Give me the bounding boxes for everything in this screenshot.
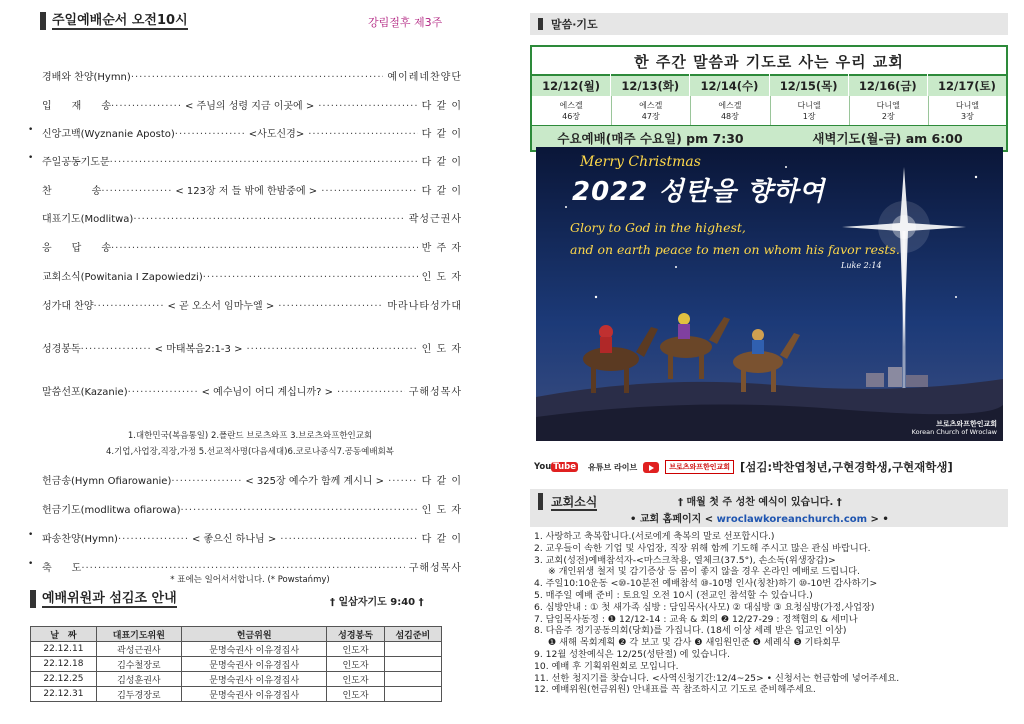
table-cell: 22.12.25: [31, 672, 97, 687]
church-news-title: 교회소식: [538, 493, 597, 510]
dot-leader: [101, 186, 171, 197]
service-order-item: [42, 501, 462, 516]
service-order-title: 주일예배순서 오전10시: [40, 12, 188, 30]
news-item: 5. 매주일 예배 준비 : 토요일 오전 10시 (전교인 참석할 수 있습니다.): [534, 589, 813, 601]
duty-table-column-header: 헌금위원: [181, 627, 326, 642]
scripture-quote: [570, 217, 900, 261]
news-item: 7. 담임목사동정 : ❶ 12/12-14 : 교육 & 회의 ❷ 12/27-29 : 정책협의 & 세미나: [534, 613, 858, 625]
duty-table-column-header: 대표기도위원: [96, 627, 181, 642]
wednesday-worship: 수요예배(매주 수요일) pm 7:30: [557, 131, 744, 146]
church-logo-name: 브로츠와프한인교회: [936, 420, 997, 428]
scripture-line-2: and on earth peace to men on whom his favor rests.: [570, 242, 900, 257]
reading-book: 에스겔: [718, 101, 742, 110]
order-detail: < 좋으신 하나님 >: [191, 534, 277, 545]
table-row: [31, 657, 442, 672]
news-item: 2. 교우들이 속한 기업 및 사업장, 직장 위해 함께 기도해 주시고 많은 관심 바랍니다.: [534, 542, 871, 554]
word-prayer-bar: 말씀·기도: [530, 13, 1008, 35]
dot-leader: [388, 476, 418, 487]
table-cell: 22.12.11: [31, 642, 97, 657]
order-leader: 반 주 자: [421, 243, 462, 254]
youtube-logo-you: You: [534, 462, 552, 472]
service-order-item: [28, 125, 462, 140]
dot-leader: [308, 129, 417, 140]
scripture-reference: Luke 2:14: [841, 261, 882, 270]
dot-leader: [175, 129, 245, 140]
order-label: 말씀선포(Kazanie): [42, 387, 128, 398]
order-label: 신앙고백(Wyznanie Aposto): [42, 129, 175, 140]
service-order-item: [42, 97, 462, 112]
dot-leader: [133, 214, 404, 225]
christmas-banner: [536, 147, 1003, 441]
stand-marker: •: [28, 559, 34, 569]
service-order-item: [42, 210, 462, 225]
news-item: 1. 사랑하고 축복합니다.(서로에게 축복의 말로 선포합시다.): [534, 531, 775, 542]
reading-day-passage: [928, 96, 1006, 125]
reading-book: 다니엘: [955, 101, 980, 110]
order-detail: < 325장 예수가 함께 계시니 >: [245, 476, 385, 487]
reading-day-passage: [611, 96, 689, 125]
order-label: 헌금기도(modlitwa ofiarowa): [42, 505, 181, 516]
christmas-headline: 2022 성탄을 향하여: [572, 177, 826, 207]
camel-icon: [660, 317, 730, 379]
dot-leader: [318, 101, 417, 112]
service-team-note: [섬김:박찬엽청년,구현경학생,구현재학생]: [740, 460, 953, 474]
reading-plan-title: 한 주간 말씀과 기도로 사는 우리 교회: [634, 53, 904, 71]
service-order-item: [28, 559, 462, 574]
order-leader: 곽성근권사: [408, 214, 462, 225]
reading-day-date: 12/12(월): [532, 74, 610, 96]
standing-footnote: * 표에는 일어서서합니다. (* Powstańmy): [170, 575, 330, 585]
prayer-topics-line-1: 1.대한민국(복음통일) 2.폴란드 브로츠와프 3.브로츠와프한인교회: [127, 431, 373, 441]
reading-day-date: 12/13(화): [611, 74, 689, 96]
table-row: [31, 672, 442, 687]
reading-chapter: 48장: [720, 112, 739, 121]
dot-leader: [171, 476, 241, 487]
table-cell: 김수철장로: [96, 657, 181, 672]
right-page: [512, 0, 1024, 724]
table-cell: [384, 687, 441, 702]
reading-day: [848, 74, 927, 125]
prayer-topics: [40, 428, 460, 460]
dot-leader: [337, 387, 405, 398]
play-icon[interactable]: [643, 462, 659, 473]
order-leader: 인 도 자: [421, 272, 462, 283]
order-leader: 구해성목사: [408, 563, 462, 574]
communion-notice: † 매월 첫 주 성찬 예식이 있습니다. †: [678, 497, 842, 508]
dot-leader: [280, 534, 417, 545]
stand-marker: •: [28, 153, 34, 163]
order-detail: < 마태복음2:1-3 >: [154, 344, 243, 355]
order-leader: 마라나타성가대: [387, 301, 462, 312]
church-logo-english: Korean Church of Wroclaw: [911, 428, 997, 436]
reading-day-passage: [690, 96, 768, 125]
duty-table-column-header: 섬김준비: [384, 627, 441, 642]
duty-table-column-header: 날 짜: [31, 627, 97, 642]
order-label: 성경봉독: [42, 344, 81, 355]
reading-chapter: 1장: [802, 112, 816, 121]
table-row: [31, 642, 442, 657]
table-cell: 인도자: [327, 657, 384, 672]
dot-leader: [118, 534, 188, 545]
committee-title: 예배위원과 섬김조 안내: [30, 590, 177, 608]
dot-leader: [81, 344, 151, 355]
order-label: 대표기도(Modlitwa): [42, 214, 134, 225]
reading-plan-days: [532, 74, 1006, 125]
dot-leader: [111, 101, 181, 112]
order-label: 헌금송(Hymn Ofiarowanie): [42, 476, 172, 487]
table-cell: [384, 657, 441, 672]
news-item: 4. 주일10:10운동 <⑩-10분전 예배참석 ⑩-10명 인사(칭찬)하기 ⑩-10번 감사하기>: [534, 578, 878, 590]
reading-day-passage: [770, 96, 848, 125]
youtube-live-label: 유튜브 라이브: [588, 462, 638, 472]
order-leader: 인 도 자: [421, 344, 462, 355]
table-cell: 문명숙권사 이유경집사: [181, 672, 326, 687]
news-item: 3. 교회(성전)예배참석자-<마스크착용, 열체크(37.5°), 손소독(위생장갑)>: [534, 554, 836, 566]
service-order-item: [42, 68, 462, 83]
stand-marker: •: [28, 125, 34, 135]
reading-chapter: 47장: [641, 112, 660, 121]
order-leader: 구해성목사: [408, 387, 462, 398]
duty-table-column-header: 성경봉독: [327, 627, 384, 642]
order-label: 경배와 찬양(Hymn): [42, 72, 131, 83]
order-leader: 다 같 이: [421, 476, 462, 487]
dot-leader: [180, 505, 417, 516]
camel-icon: [583, 327, 658, 393]
table-cell: 김성훈권사: [96, 672, 181, 687]
liturgical-season: 강림절후 제3주: [368, 16, 443, 29]
youtube-logo[interactable]: [534, 462, 578, 472]
reading-day-date: 12/16(금): [849, 74, 927, 96]
prayer-topics-line-2: 4.기업,사업장,직장,가정 5.선교적사명(다음세대)6.코로나종식7.공동예배회복: [105, 447, 394, 457]
news-item: ※ 개인위생 철저 및 감기증상 등 몸이 좋지 않을 경우 온라인 예배로 드립니다.: [548, 566, 860, 578]
homepage-link[interactable]: wroclawkoreanchurch.com: [716, 514, 868, 525]
news-item: 10. 예배 후 기획위원회로 모입니다.: [534, 660, 679, 672]
order-detail: < 주님의 성령 지금 이곳에 >: [184, 101, 315, 112]
dot-leader: [278, 301, 383, 312]
camel-icon: [733, 333, 800, 392]
reading-day-passage: [849, 96, 927, 125]
news-item: 12. 예배위원(헌금위원) 안내표를 꼭 참조하시고 기도로 준비해주세요.: [534, 684, 816, 696]
duty-table-header: [31, 627, 442, 642]
order-detail: < 123장 저 들 밖에 한밤중에 >: [175, 186, 318, 197]
order-label: 찬 송: [42, 186, 102, 197]
dot-leader: [131, 72, 384, 83]
reading-chapter: 2장: [881, 112, 895, 121]
order-detail: < 예수님이 어디 계십니까? >: [201, 387, 333, 398]
homepage-notice: • 교회 홈페이지 < wroclawkoreanchurch.com > •: [630, 514, 889, 525]
order-leader: 인 도 자: [421, 505, 462, 516]
service-order-item: [42, 182, 462, 197]
order-leader: 다 같 이: [421, 186, 462, 197]
youtube-row: [534, 457, 1010, 477]
duty-table: [30, 626, 442, 702]
news-item: 6. 심방안내 : ① 첫 새가족 심방 : 담임목사(사모) ② 대심방 ③ 요청심방(가정,사업장): [534, 601, 875, 613]
duty-table-body: [31, 642, 442, 702]
order-leader: 다 같 이: [421, 101, 462, 112]
news-item: 11. 선한 청지기를 찾습니다. <사역신청기간:12/4~25> • 신청서는 헌금함에 넣어주세요.: [534, 672, 900, 684]
order-leader: 다 같 이: [421, 534, 462, 545]
reading-chapter: 46장: [562, 112, 581, 121]
table-cell: 곽성근권사: [96, 642, 181, 657]
reading-chapter: 3장: [961, 112, 974, 121]
reading-day: [927, 74, 1006, 125]
order-label: 주일공동기도문: [42, 157, 110, 168]
service-order-item: [28, 530, 462, 545]
dot-leader: [111, 243, 418, 254]
order-label: 응 답 송: [42, 243, 111, 254]
service-order-item: [28, 153, 462, 168]
table-cell: [384, 672, 441, 687]
table-row: [31, 687, 442, 702]
prayer-time: † 일삼자기도 9:40 †: [330, 597, 424, 608]
church-logo: [912, 420, 997, 436]
order-label: 파송찬양(Hymn): [42, 534, 118, 545]
youtube-logo-tube: Tube: [553, 462, 577, 472]
order-label: 입 재 송: [42, 101, 111, 112]
reading-day: [769, 74, 848, 125]
service-order-item: [42, 239, 462, 254]
stand-marker: •: [28, 530, 34, 540]
dot-leader: [128, 387, 198, 398]
service-order-item: [42, 340, 462, 355]
dot-leader: [93, 301, 163, 312]
table-cell: 22.12.18: [31, 657, 97, 672]
church-news-bar: [530, 489, 1008, 527]
dot-leader: [203, 272, 418, 283]
news-list: [534, 531, 1014, 696]
table-cell: [384, 642, 441, 657]
merry-christmas-text: Merry Christmas: [580, 154, 701, 170]
reading-book: 다니엘: [876, 101, 900, 110]
table-cell: 문명숙권사 이유경집사: [181, 687, 326, 702]
service-order-item: [42, 383, 462, 398]
table-cell: 22.12.31: [31, 687, 97, 702]
reading-day: [689, 74, 768, 125]
table-cell: 인도자: [327, 687, 384, 702]
order-leader: 다 같 이: [421, 157, 462, 168]
service-order-item: [42, 297, 462, 312]
youtube-channel-badge[interactable]: 브로츠와프한인교회: [665, 460, 734, 474]
order-detail: <사도신경>: [248, 129, 305, 140]
order-label: 교회소식(Powitania I Zapowiedzi): [42, 272, 203, 283]
dot-leader: [321, 186, 417, 197]
reading-day-date: 12/17(토): [928, 74, 1006, 96]
table-cell: 문명숙권사 이유경집사: [181, 642, 326, 657]
reading-day: [610, 74, 689, 125]
order-label: 성가대 찬양: [42, 301, 94, 312]
news-item: 9. 12월 성찬예식은 12/25(성탄절) 에 있습니다.: [534, 648, 730, 660]
news-item: ❶ 새해 목회계획 ❷ 각 보고 및 감사 ❸ 새임원인준 ❹ 세례식 ❺ 기타회무: [548, 637, 841, 649]
reading-day: [532, 74, 610, 125]
reading-book: 다니엘: [797, 101, 821, 110]
service-order-item: [42, 268, 462, 283]
reading-book: 에스겔: [639, 101, 663, 110]
table-cell: 김두경장로: [96, 687, 181, 702]
table-cell: 문명숙권사 이유경집사: [181, 657, 326, 672]
dot-leader: [246, 344, 417, 355]
order-leader: 다 같 이: [421, 129, 462, 140]
scripture-line-1: Glory to God in the highest,: [570, 220, 746, 235]
dawn-prayer: 새벽기도(월-금) am 6:00: [812, 131, 963, 146]
reading-day-date: 12/15(목): [770, 74, 848, 96]
reading-book: 에스겔: [559, 101, 583, 110]
table-cell: 인도자: [327, 642, 384, 657]
order-detail: < 곧 오소서 임마누엘 >: [167, 301, 275, 312]
service-order-item: [42, 472, 462, 487]
news-item: 8. 다음주 정기공동의회(당회)를 가집니다. (18세 이상 세례 받은 입교인 이상): [534, 625, 847, 637]
reading-day-date: 12/14(수): [690, 74, 768, 96]
reading-plan-box: [530, 45, 1008, 152]
order-leader: 예이레네찬양단: [387, 72, 462, 83]
order-label: 축 도: [42, 563, 82, 574]
dot-leader: [110, 157, 418, 168]
table-cell: 인도자: [327, 672, 384, 687]
reading-day-passage: [532, 96, 610, 125]
